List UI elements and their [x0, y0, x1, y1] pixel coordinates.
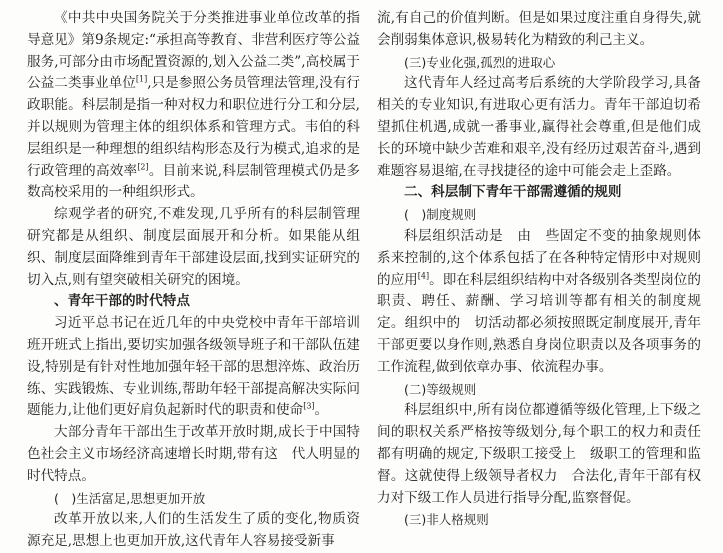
paragraph-education: 这代青年人经过高考后系统的大学阶段学习,具备相关的专业知识,有进取心更有活力。青年干部迫切希望抓住机遇,成就一番事业,赢得社会尊重,但是他们成长的环境中缺少苦难和艰辛,没有经历过艰苦奋斗,遇到难题容易退缩,在寻找捷径的途中可能会走上歪路。: [377, 75, 701, 179]
paragraph-generation: 大部分青年干部出生于改革开放时期,成长于中国特色社会主义市场经济高速增长时期,带有这 代人明显的时代特点。: [27, 424, 360, 484]
citation-ref: [1]: [135, 74, 148, 84]
paragraph-xi-speech: [27, 313, 360, 422]
subheading-professional: (三)专业化强,孤烈的进取心: [404, 54, 556, 70]
subheading-institutional-rules: ( )制度规则: [404, 207, 477, 223]
left-column: [27, 8, 360, 553]
subheading-open-mind: ( )生活富足,思想更加开放: [54, 490, 206, 506]
section-heading-era-traits: 、青年干部的时代特点: [54, 293, 190, 310]
paragraph-text: ,高校属于公益二类事业单位: [27, 53, 360, 92]
paragraph-text: 习近平总书记在近几年的中央党校中青年干部培训班开班式上指出,要切实加强各级领导班子和干部队伍建设,特别是有针对性地加强年轻干部的思想淬炼、政治历练、实践锻炼、专业训练,帮助年轻干部提高解决实际问题能力,让他们更好肩负起新时代的职责和使命: [27, 315, 360, 419]
citation-ref: [2]: [137, 162, 149, 172]
paragraph-text: 《中共中央国务院关于分类推进事业单位改革的指导意见》第9条规定:“承担高等教育、非营利医疗等公益服务,可部分由市场配置资源的,划入公益二类”: [27, 10, 360, 70]
paragraph-text: 。目前来说,科层制管理模式仍是多数高校采用的一种组织形式。: [27, 162, 360, 201]
paragraph-text: 。: [314, 402, 329, 419]
paragraph-text: ,只是参照公务员管理法管理,没有行政职能。科层制是指一种对权力和职位进行分工和分层,并以规则为管理主体的组织体系和管理方式。韦伯的科层组织是一种理想的组织结构形态及行为模式,追求的是行政管理的高效率: [27, 75, 360, 179]
subheading-hierarchy-rules: (二)等级规则: [404, 381, 477, 397]
section-heading-rules: 二、科层制下青年干部需遵循的规则: [404, 184, 622, 201]
subheading-impersonal-rules: (三)非人格规则: [404, 512, 489, 528]
paragraph-text: 科层组织活动是 由 些固定不变的抽象规则体系来控制的,这个体系包括了在各种特定情形中对规则的应用: [377, 227, 701, 288]
paragraph-reform: 改革开放以来,人们的生活发生了质的变化,物质资源充足,思想上也更加开放,这代青年人容易接受新事: [27, 511, 360, 550]
paragraph-hierarchy: 科层组织中,所有岗位都遵循等级化管理,上下级之间的职权关系严格按等级划分,每个职工的权力和责任都有明确的规定,下级职工接受上 级职工的管理和监督。这就使得上级领导者权力 合法化,青年干部有权力对下级工作人员进行指导分配,监察督促。: [377, 402, 701, 506]
right-column: [377, 8, 701, 531]
citation-ref: [4]: [417, 271, 430, 281]
paragraph-text: 。即在科层组织结构中对各级别各类型岗位的职责、聘任、薪酬、学习培训等都有相关的制度规定。组织中的 切活动都必须按照既定制度展开,青年干部更要以身作则,熟悉自身岗位职责以及各项事务的工作流程,做到依章办事、依流程办事。: [377, 271, 701, 375]
paragraph-literature-review: 综观学者的研究,不难发现,几乎所有的科层制管理研究都是从组织、制度层面展开和分析。如果能从组织、制度层面降维到青年干部建设层面,找到实证研究的切入点,则有望突破相关研究的困境。: [27, 206, 360, 288]
paragraph-values: 流,有自己的价值判断。但是如果过度注重自身得失,就会削弱集体意识,极易转化为精致的利己主义。: [377, 10, 701, 48]
paragraph-institutional: [377, 226, 701, 379]
citation-ref: [3]: [303, 401, 315, 411]
paragraph-policy-definition: [27, 8, 360, 204]
